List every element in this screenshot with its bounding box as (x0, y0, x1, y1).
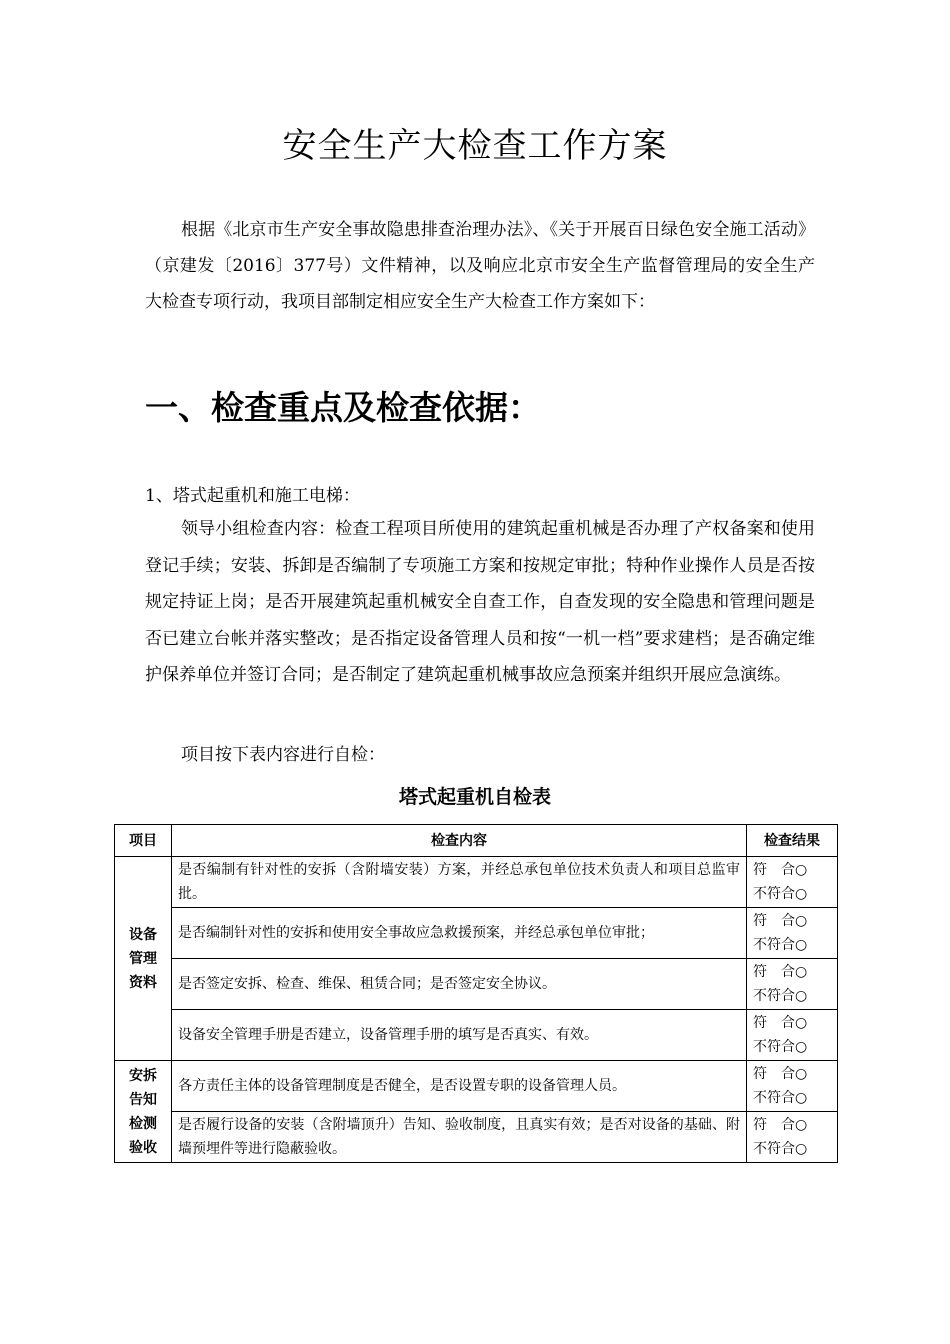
result-cell (747, 1010, 838, 1061)
result-nonconform: 不符合○ (753, 886, 808, 902)
category-label: 安拆告知检测验收 (128, 1067, 157, 1156)
self-check-paragraph: 项目按下表内容进行自检： (181, 745, 385, 765)
result-conform: 符 合○ (753, 913, 808, 929)
check-content: 是否编制有针对性的安拆（含附墙安装）方案，并经总承包单位技术负责人和项目总监审批。 (172, 857, 747, 908)
table-row (115, 1112, 838, 1163)
header-content: 检查内容 (172, 825, 747, 857)
header-result: 检查结果 (747, 825, 838, 857)
intro-paragraph: 根据《北京市生产安全事故隐患排查治理办法》、《关于开展百日绿色安全施工活动》（京建发〔2016〕377号）文件精神，以及响应北京市安全生产监督管理局的安全生产大检查专项行动，我项目部制定相应安全生产大检查工作方案如下： (145, 220, 815, 312)
result-cell (747, 857, 838, 908)
result-nonconform: 不符合○ (753, 988, 808, 1004)
result-conform: 符 合○ (753, 1015, 808, 1031)
leader-check-paragraph: 领导小组检查内容：检查工程项目所使用的建筑起重机械是否办理了产权备案和使用登记手续；安装、拆卸是否编制了专项施工方案和按规定审批；特种作业操作人员是否按规定持证上岗；是否开展建筑起重机械安全自查工作，自查发现的安全隐患和管理问题是否已建立台帐并落实整改；是否指定设备管理人员和按“一机一档”要求建档；是否确定维护保养单位并签订合同；是否制定了建筑起重机械事故应急预案并组织开展应急演练。 (145, 519, 815, 685)
item-label: 1、塔式起重机和施工电梯： (145, 486, 360, 506)
table-row (115, 959, 838, 1010)
result-nonconform: 不符合○ (753, 1141, 808, 1157)
result-conform: 符 合○ (753, 1066, 808, 1082)
category-cell (115, 857, 172, 1061)
result-nonconform: 不符合○ (753, 1090, 808, 1106)
header-category: 项目 (115, 825, 172, 857)
table-row (115, 1061, 838, 1112)
result-cell (747, 1112, 838, 1163)
check-content: 各方责任主体的设备管理制度是否健全，是否设置专职的设备管理人员。 (172, 1061, 747, 1112)
table-row (115, 857, 838, 908)
table-row (115, 908, 838, 959)
result-cell (747, 1061, 838, 1112)
check-content: 是否履行设备的安装（含附墙顶升）告知、验收制度，且真实有效；是否对设备的基础、附墙预埋件等进行隐蔽验收。 (172, 1112, 747, 1163)
result-conform: 符 合○ (753, 964, 808, 980)
result-nonconform: 不符合○ (753, 937, 808, 953)
document-title: 安全生产大检查工作方案 (282, 126, 668, 166)
result-nonconform: 不符合○ (753, 1039, 808, 1055)
check-content: 是否签定安拆、检查、维保、租赁合同；是否签定安全协议。 (172, 959, 747, 1010)
table-header-row (115, 825, 838, 857)
result-cell (747, 908, 838, 959)
result-conform: 符 合○ (753, 862, 808, 878)
result-conform: 符 合○ (753, 1117, 808, 1133)
check-content: 是否编制针对性的安拆和使用安全事故应急救援预案，并经总承包单位审批； (172, 908, 747, 959)
table-title: 塔式起重机自检表 (398, 786, 551, 808)
section-heading: 一、检查重点及检查依据： (145, 388, 541, 427)
check-content: 设备安全管理手册是否建立，设备管理手册的填写是否真实、有效。 (172, 1010, 747, 1061)
category-label: 设备管理资料 (128, 926, 157, 991)
category-cell (115, 1061, 172, 1163)
self-check-table (114, 824, 838, 1163)
table-row (115, 1010, 838, 1061)
result-cell (747, 959, 838, 1010)
